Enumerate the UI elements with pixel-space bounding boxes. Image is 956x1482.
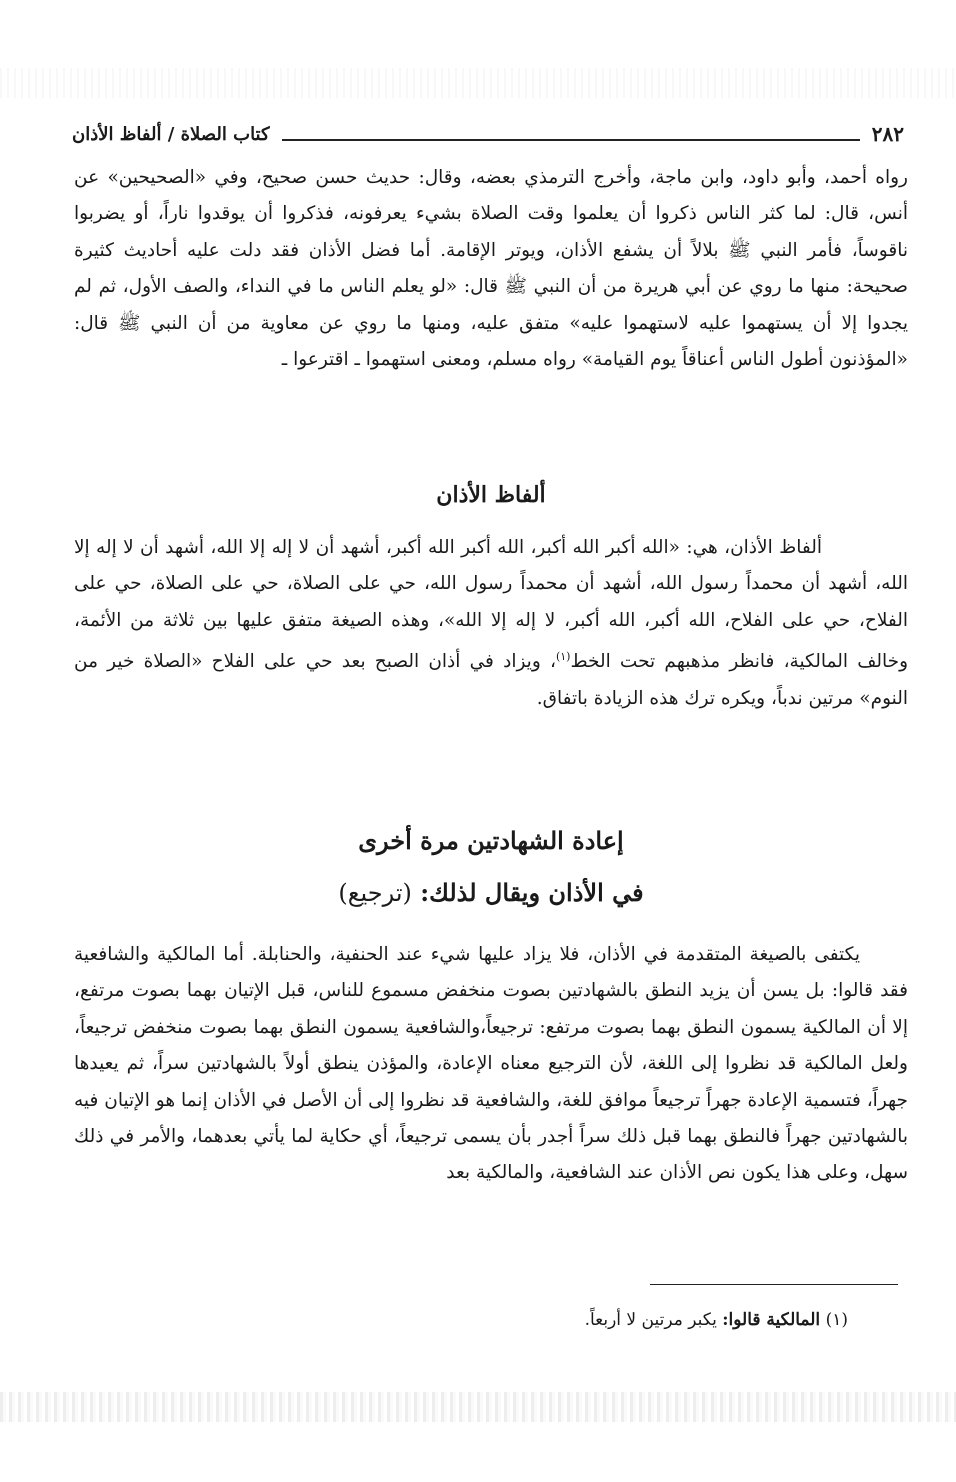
page-number: ٢٨٢ [871,122,904,146]
section-heading-tarjee-line1: إعادة الشهادتين مرة أخرى [358,826,624,855]
page-header [72,116,904,152]
adhan-text-part1: ألفاظ الأذان، هي: «الله أكبر الله أكبر، الله أكبر الله أكبر، أشهد أن لا إله إلا الله، أشهد أن لا إله إلا الله، أشهد أن محمداً رسول الله، أشهد أن محمداً رسول الله، حي على الصلاة، حي على الصلاة، حي على الفلاح، حي على الفلاح، الله أكبر، الله أكبر، لا إله إلا الله»، وهذه الصيغة متفق عليها بين ثلاثة من الأئمة، وخالف المالكية، فانظر مذهبهم تحت الخط [74,537,909,673]
footnote-label: المالكية قالوا: [722,1310,821,1330]
header-rule [282,139,860,141]
adhan-words-paragraph [74,530,908,717]
adhan-text-part2: ، ويزاد في أذان الصبح بعد حي على الفلاح «الصلاة خير من النوم» مرتين ندباً، ويكره ترك هذه الزيادة باتفاق. [74,651,908,709]
footnote-reference[interactable]: (١) [555,650,571,664]
scan-noise-bottom [0,1392,956,1422]
footnote [400,1306,848,1334]
section-heading-adhan-words: ألفاظ الأذان [436,482,546,508]
footnote-divider [650,1284,898,1285]
footnote-text: يكبر مرتين لا أربعاً. [584,1310,717,1330]
tarjee-paragraph [74,937,908,1192]
tarjee-text: يكتفى بالصيغة المتقدمة في الأذان، فلا يزاد عليها شيء عند الحنفية، والحنابلة. أما المالكية والشافعية فقد قالوا: بل يسن أن يزيد النطق بالشهادتين بصوت منخفض مسموع للناس، قبل الإتيان بهما بصوت مرتفع، إلا أن المالكية يسمون النطق بهما بصوت مرتفع: ترجيعاً،والشافعية يسمون النطق بهما بصوت منخفض ترجيعاً، ولعل المالكية قد نظروا إلى اللغة، لأن الترجيع معناه الإعادة، والمؤذن ينطق أولاً بالشهادتين سراً، ثم يعيدها جهراً، فتسمية الإعادة جهراً ترجيعاً موافق للغة، والشافعية قد نظروا إلى أن الأصل في الأذان إنما هو الإتيان فيه بالشهادتين جهراً فالنطق بهما قبل ذلك سراً أجدر بأن يسمى ترجيعاً، أي حكاية لما يأتي بعدهما، والأمر في ذلك سهل، وعلى هذا يكون نص الأذان عند الشافعية، والمالكية بعد [74,944,908,1184]
heading-line2-text: في الأذان ويقال لذلك: [420,878,644,907]
running-title: كتاب الصلاة / ألفاظ الأذان [72,123,270,145]
scan-noise-top [0,68,956,98]
heading-line2-paren: (ترجيع) [338,879,412,907]
intro-paragraph [74,160,908,378]
footnote-marker: (١) [825,1310,848,1330]
section-heading-tarjee-line2 [74,878,908,907]
intro-text: رواه أحمد، وأبو داود، وابن ماجة، وأخرج الترمذي بعضه، وقال: حديث حسن صحيح، وفي «الصحيحين» عن أنس، قال: لما كثر الناس ذكروا أن يعلموا وقت الصلاة بشيء يعرفونه، فذكروا أن يوقدوا ناراً، أو يضربوا ناقوساً، فأمر النبي ﷺ بلالاً أن يشفع الأذان، ويوتر الإقامة. أما فضل الأذان فقد دلت عليه أحاديث كثيرة صحيحة: منها ما روي عن أبي هريرة من أن النبي ﷺ قال: «لو يعلم الناس ما في النداء، والصف الأول، ثم لم يجدوا إلا أن يستهموا عليه لاستهموا عليه» متفق عليه، ومنها ما روي عن معاوية من أن النبي ﷺ قال: «المؤذنون أطول الناس أعناقاً يوم القيامة» رواه مسلم، ومعنى استهموا ـ اقترعوا ـ [74,167,908,371]
